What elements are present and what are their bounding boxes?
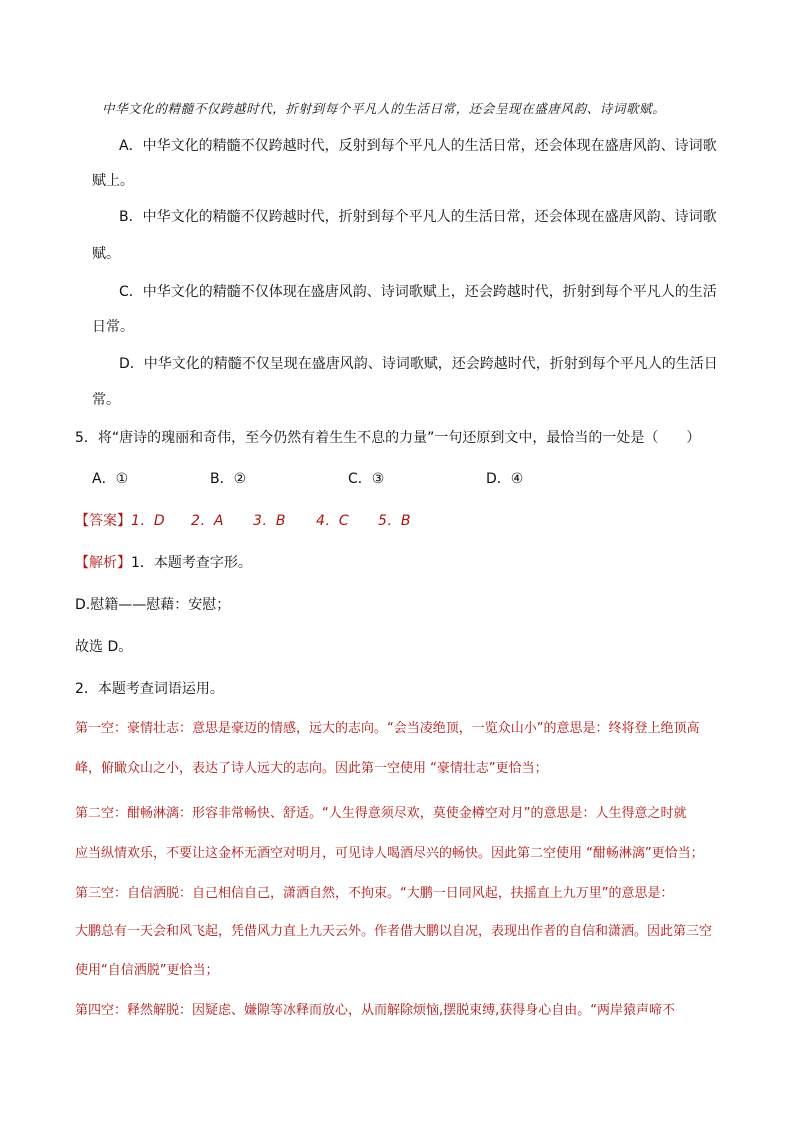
option-d-line-1: D．中华文化的精髓不仅呈现在盛唐风韵、诗词歌赋，还会跨越时代，折射到每个平凡人的生活日 [119,356,718,372]
answer-item: 2．A [191,513,224,529]
choice-c: C．③ [348,471,385,487]
quoted-sentence: 中华文化的精髓不仅跨越时代，折射到每个平凡人的生活日常，还会呈现在盛唐风韵、诗词歌赋。 [102,101,666,116]
analysis-line: 1．本题考查字形。 [131,555,252,571]
choice-d: D．④ [486,471,524,487]
answer-item: 5．B [378,513,411,529]
option-a-line-2: 赋上。 [92,173,134,189]
answer-item: 3．B [253,513,286,529]
analysis-line: 大鹏总有一天会和风飞起，凭借风力直上九天云外。作者借大鹏以自况，表现出作者的自信和潇洒。因此第三空 [75,924,713,939]
option-c-line-2: 日常。 [92,319,134,335]
analysis-line: 第一空：豪情壮志：意思是豪迈的情感，远大的志向。“会当凌绝顶，一览众山小”的意思是：终将登上绝顶高 [75,721,700,736]
option-c-line-1: C．中华文化的精髓不仅体现在盛唐风韵、诗词歌赋上，还会跨越时代，折射到每个平凡人的生活 [119,284,717,300]
option-d-line-2: 常。 [92,392,120,408]
option-b-line-1: B．中华文化的精髓不仅跨越时代，折射到每个平凡人的生活日常，还会体现在盛唐风韵、诗词歌 [119,209,717,225]
choice-a: A．① [92,471,129,487]
question-5-stem: 5．将“唐诗的瑰丽和奇伟，至今仍然有着生生不息的力量”一句还原到文中，最恰当的一处是（ ） [75,430,701,446]
answer-tag: 【答案】 [75,513,131,529]
option-a-line-1: A．中华文化的精髓不仅跨越时代，反射到每个平凡人的生活日常，还会体现在盛唐风韵、诗词歌 [119,138,717,154]
answer-item: 4．C [316,513,349,529]
analysis-line: D.慰籍——慰藉：安慰； [75,597,231,613]
analysis-line: 第四空：释然解脱：因疑虑、嫌隙等冰释而放心，从而解除烦恼,摆脱束缚,获得身心自由。“两岸猿声啼不 [75,1003,676,1018]
analysis-line: 第三空：自信洒脱：自己相信自己，潇洒自然，不拘束。“大鹏一日同风起，扶摇直上九万里”的意思是： [75,886,674,901]
analysis-line: 峰，俯瞰众山之小，表达了诗人远大的志向。因此第一空使用 “豪情壮志”更恰当； [75,761,548,776]
analysis-line: 应当纵情欢乐，不要让这金杯无酒空对明月，可见诗人喝酒尽兴的畅快。因此第二空使用 “酣畅淋漓”更恰当； [75,846,704,861]
choice-b: B．② [210,471,247,487]
analysis-tag: 【解析】 [75,555,131,571]
analysis-line: 第二空：酣畅淋漓：形容非常畅快、舒适。“人生得意须尽欢，莫使金樽空对月”的意思是：人生得意之时就 [75,806,687,821]
analysis-line: 使用“自信洒脱”更恰当； [75,963,219,978]
option-b-line-2: 赋。 [92,246,120,262]
analysis-line: 2．本题考查词语运用。 [75,681,224,697]
analysis-line: 故选 D。 [75,639,133,655]
answer-item: 1．D [131,513,165,529]
